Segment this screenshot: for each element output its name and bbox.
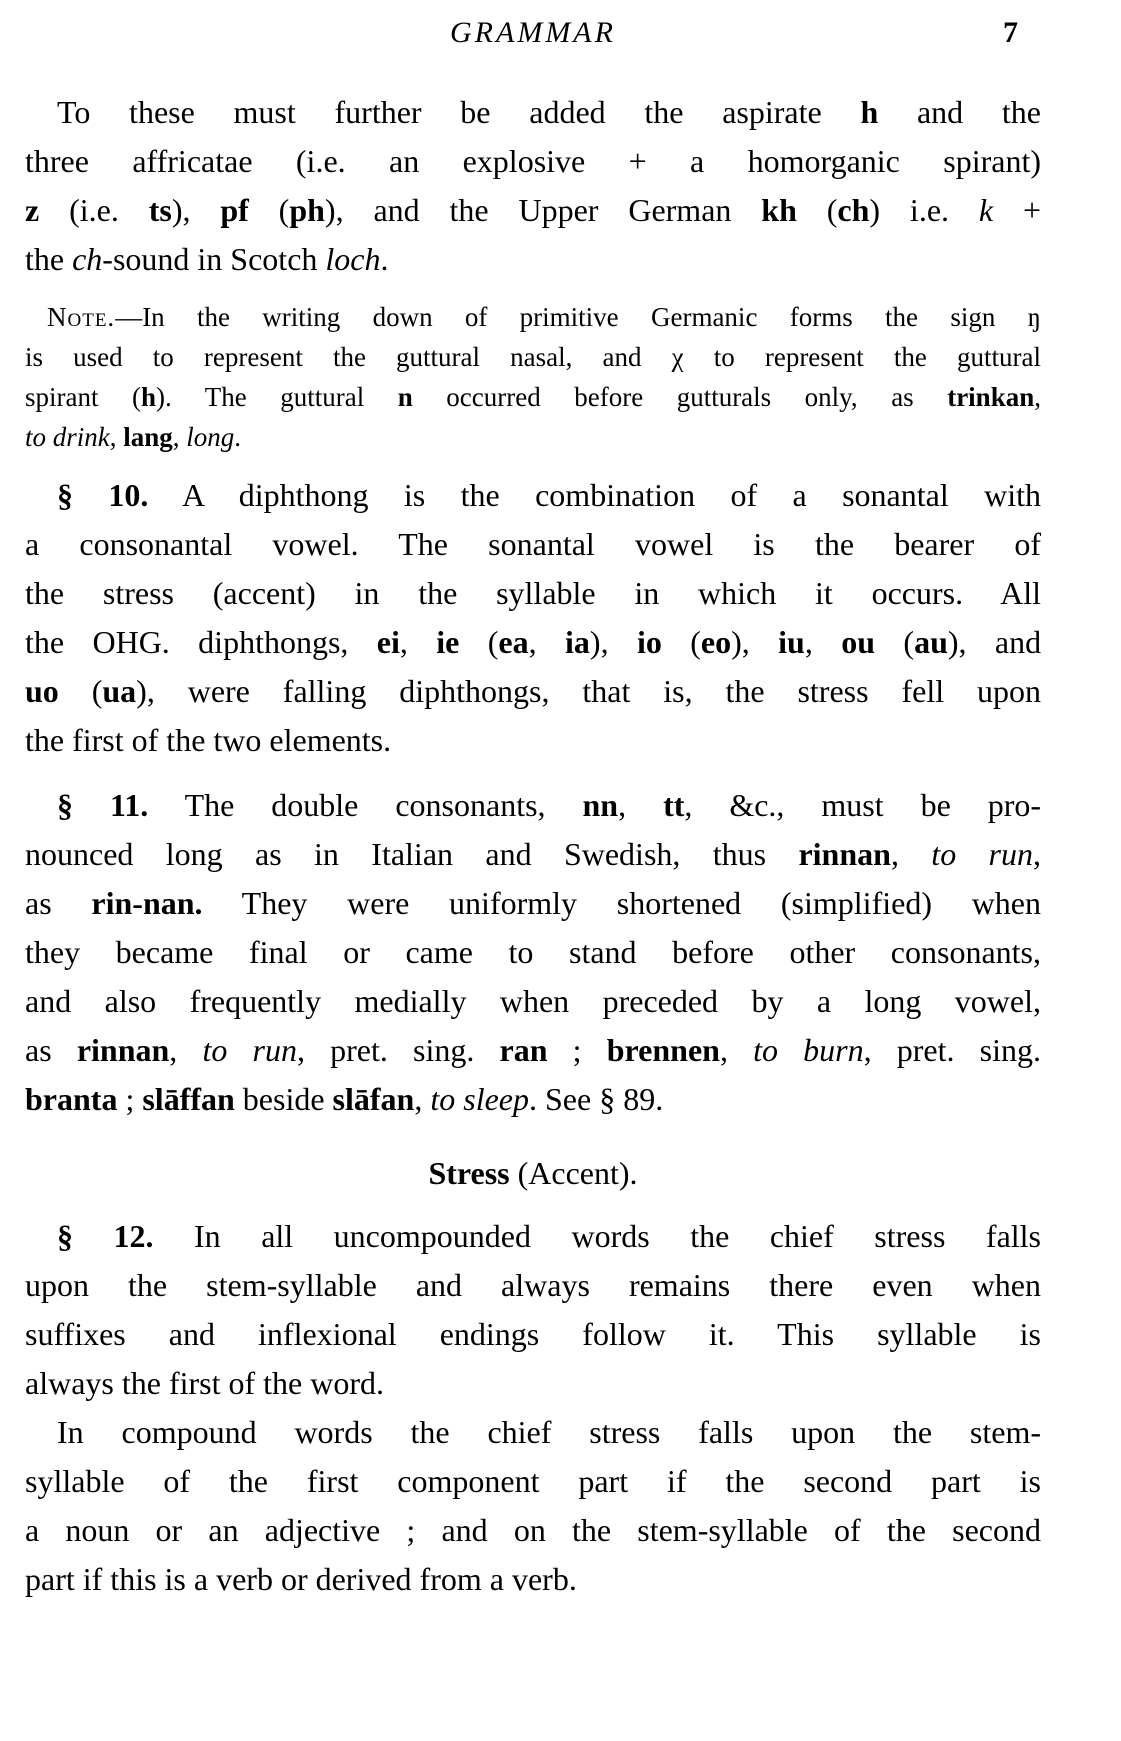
text-segment: § 12. (57, 1218, 154, 1254)
text-segment: ; (547, 1032, 607, 1068)
text-line (25, 235, 1041, 284)
text-line (25, 716, 1041, 765)
text-segment: as (25, 885, 92, 921)
text-segment: slāffan (142, 1081, 235, 1117)
text-segment: to run (931, 836, 1033, 872)
text-line (25, 137, 1041, 186)
text-segment: pf (220, 192, 249, 228)
text-segment: ch (837, 192, 870, 228)
text-line (25, 471, 1041, 520)
text-line (25, 417, 1041, 457)
text-segment: uo (25, 673, 59, 709)
text-line (25, 1075, 1041, 1124)
text-line (25, 830, 1041, 879)
text-segment: ie (436, 624, 460, 660)
text-segment: the stress (accent) in the syllable in which it occurs. All (25, 575, 1041, 611)
text-segment: occurred before gutturals only, as (412, 382, 948, 412)
text-segment: , pret. sing. (296, 1032, 500, 1068)
text-segment: is used to represent the guttural nasal, and χ to represent the guttural (25, 342, 1041, 372)
text-segment: ch (72, 241, 103, 277)
text-segment: long (186, 422, 235, 452)
text-segment: z (25, 192, 40, 228)
text-line (25, 297, 1041, 337)
text-segment: , (618, 787, 664, 823)
text-segment: beside (234, 1081, 333, 1117)
text-segment: , (172, 422, 187, 452)
text-segment: , (528, 624, 566, 660)
text-line (25, 1149, 1041, 1198)
text-segment: + (993, 192, 1042, 228)
text-line (25, 1310, 1041, 1359)
note-paragraph (25, 297, 1041, 457)
text-segment: ( (459, 624, 499, 660)
text-segment: brennen (606, 1032, 720, 1068)
text-segment: part if this is a verb or derived from a verb. (25, 1561, 577, 1597)
text-segment: . (380, 241, 389, 277)
text-segment: ua (102, 673, 137, 709)
text-line (25, 928, 1041, 977)
text-segment: iu (778, 624, 805, 660)
text-segment: to sleep (430, 1081, 529, 1117)
text-segment: , (414, 1081, 431, 1117)
page-content (25, 88, 1041, 1604)
text-segment: , pret. sing. (863, 1032, 1041, 1068)
text-segment: ), and (947, 624, 1042, 660)
text-line (25, 618, 1041, 667)
text-line (25, 1408, 1041, 1457)
text-segment: They were uniformly shortened (simplified) when (202, 885, 1042, 921)
text-segment: ia (565, 624, 590, 660)
text-segment: the OHG. diphthongs, (25, 624, 377, 660)
text-line (25, 1457, 1041, 1506)
text-segment: spirant ( (25, 382, 141, 412)
text-segment: kh (761, 192, 797, 228)
text-segment: ( (796, 192, 838, 228)
text-line (25, 1555, 1041, 1604)
text-segment: ), were falling diphthongs, that is, the stress fell upon (136, 673, 1042, 709)
text-segment: trinkan (947, 382, 1035, 412)
text-line (25, 1026, 1041, 1075)
text-segment: and the (878, 94, 1041, 130)
text-segment: In all uncompounded words the chief stress falls (153, 1218, 1042, 1254)
text-segment: To these must further be added the aspirate (57, 94, 861, 130)
text-line (25, 88, 1041, 137)
text-segment: h (860, 94, 879, 130)
text-segment: to drink (25, 422, 110, 452)
text-segment: loch (325, 241, 381, 277)
text-line (25, 377, 1041, 417)
text-segment: . See § 89. (528, 1081, 664, 1117)
text-segment: three affricatae (i.e. an explosive + a homorganic spirant) (25, 143, 1041, 179)
text-segment: rinnan (76, 1032, 170, 1068)
page-number: 7 (1003, 16, 1018, 49)
text-segment: io (636, 624, 662, 660)
text-segment: k (978, 192, 994, 228)
text-segment: suffixes and inflexional endings follow it. This syllable is (25, 1316, 1041, 1352)
text-segment: ts (148, 192, 172, 228)
text-segment: , (719, 1032, 754, 1068)
text-segment: to run (202, 1032, 297, 1068)
text-segment: ) i.e. (869, 192, 979, 228)
paragraph-intro (25, 88, 1041, 284)
text-segment: eo (700, 624, 732, 660)
text-segment: ; (117, 1081, 143, 1117)
text-line (25, 337, 1041, 377)
text-segment: § 11. (57, 787, 149, 823)
text-segment: rin-nan. (91, 885, 203, 921)
text-segment: ), (731, 624, 779, 660)
paragraph-compound (25, 1408, 1041, 1604)
text-segment: , (1034, 382, 1041, 412)
page-header (25, 14, 1041, 52)
text-segment: . (234, 422, 242, 452)
text-line (25, 1261, 1041, 1310)
text-segment: to burn (753, 1032, 864, 1068)
text-line (25, 569, 1041, 618)
text-segment: syllable of the first component part if the second part is (25, 1463, 1041, 1499)
text-segment: Note. (47, 302, 116, 332)
text-segment: ( (661, 624, 701, 660)
text-segment: ph (289, 192, 325, 228)
text-line (25, 186, 1041, 235)
text-line (25, 977, 1041, 1026)
text-segment: Stress (428, 1155, 510, 1191)
text-segment: A diphthong is the combination of a sonantal with (148, 477, 1042, 513)
text-segment: , &c., must be pro- (684, 787, 1042, 823)
text-segment: ( (875, 624, 915, 660)
section-12 (25, 1212, 1041, 1408)
text-segment: they became final or came to stand before other consonants, (25, 934, 1041, 970)
text-segment: branta (25, 1081, 118, 1117)
text-line (25, 781, 1041, 830)
text-segment: a noun or an adjective ; and on the stem-syllable of the second (25, 1512, 1041, 1548)
text-line (25, 1359, 1041, 1408)
text-segment: ou (841, 624, 876, 660)
text-segment: slāfan (332, 1081, 415, 1117)
text-segment: ( (58, 673, 103, 709)
text-segment: the (25, 241, 73, 277)
section-10 (25, 471, 1041, 765)
text-segment: , (890, 836, 932, 872)
text-segment: ei (376, 624, 400, 660)
text-line (25, 667, 1041, 716)
text-segment: h (140, 382, 157, 412)
text-segment: In compound words the chief stress falls upon the stem- (57, 1414, 1041, 1450)
text-segment: nn (582, 787, 619, 823)
text-segment: (i.e. (39, 192, 149, 228)
text-segment: , (109, 422, 124, 452)
text-segment: ( (248, 192, 290, 228)
text-segment: upon the stem-syllable and always remains there even when (25, 1267, 1041, 1303)
text-segment: rinnan (798, 836, 891, 872)
text-segment: ea (498, 624, 529, 660)
text-segment: the first of the two elements. (25, 722, 392, 758)
text-segment: , (1033, 836, 1041, 872)
heading-stress (25, 1149, 1041, 1198)
text-segment: (Accent). (509, 1155, 638, 1191)
text-segment: , (804, 624, 842, 660)
text-segment: —In the writing down of primitive Germanic forms the sign ŋ (115, 302, 1041, 332)
text-segment: as (25, 1032, 77, 1068)
text-segment: ), (171, 192, 221, 228)
text-segment: ). The guttural (156, 382, 398, 412)
text-segment: The double consonants, (148, 787, 583, 823)
text-segment: lang (123, 422, 173, 452)
section-11 (25, 781, 1041, 1124)
text-line (25, 1212, 1041, 1261)
text-segment: ), (589, 624, 637, 660)
text-segment: and also frequently medially when preceded by a long vowel, (25, 983, 1041, 1019)
text-line (25, 520, 1041, 569)
text-segment: always the first of the word. (25, 1365, 385, 1401)
text-segment: , (399, 624, 437, 660)
text-segment: ran (499, 1032, 548, 1068)
text-segment: nounced long as in Italian and Swedish, thus (25, 836, 799, 872)
text-segment: -sound in Scotch (102, 241, 326, 277)
text-line (25, 1506, 1041, 1555)
text-segment: au (914, 624, 948, 660)
text-segment: ), and the Upper German (324, 192, 762, 228)
text-segment: a consonantal vowel. The sonantal vowel is the bearer of (25, 526, 1041, 562)
text-line (25, 879, 1041, 928)
text-segment: tt (663, 787, 685, 823)
text-segment: § 10. (57, 477, 149, 513)
text-segment: n (397, 382, 413, 412)
text-segment: , (169, 1032, 203, 1068)
running-title: GRAMMAR (450, 16, 616, 49)
